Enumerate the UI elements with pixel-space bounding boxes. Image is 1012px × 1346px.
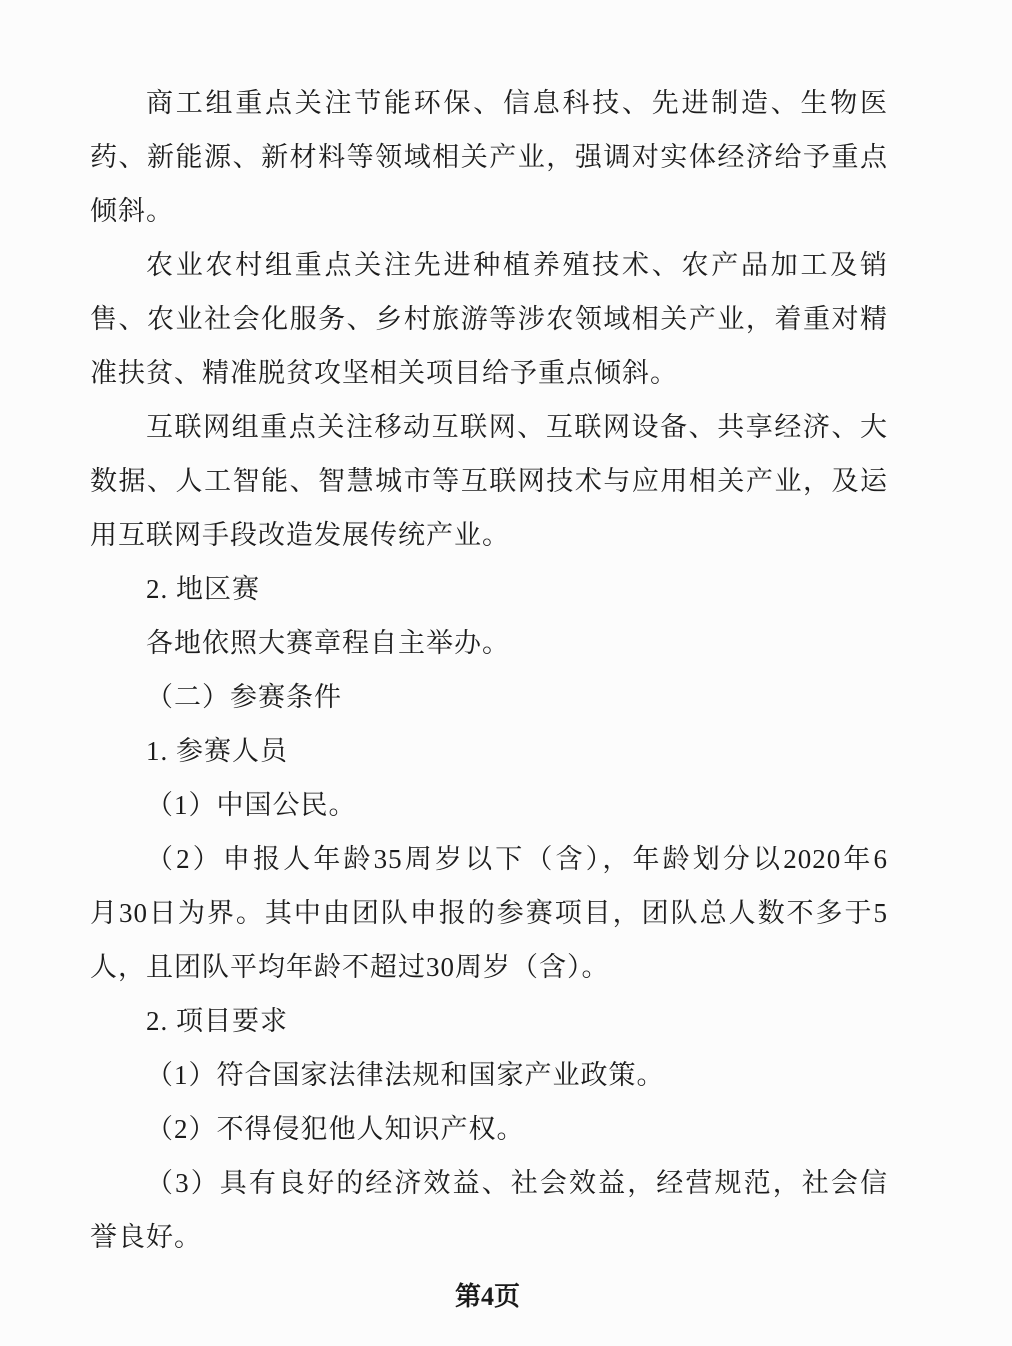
heading-project-requirements	[90, 994, 888, 1048]
item-age-requirement	[90, 832, 888, 994]
paragraph-line: 各地依照大赛章程自主举办。	[146, 628, 510, 658]
page-number: 第4页	[454, 1282, 520, 1311]
paragraph-agriculture-rural-group	[90, 238, 888, 400]
heading-line: 2. 项目要求	[146, 1006, 288, 1036]
paragraph-line: 誉良好。	[90, 1222, 202, 1252]
paragraph-line: 倾斜。	[90, 196, 174, 226]
paragraph-regional-contest	[90, 616, 888, 670]
heading-entry-conditions	[90, 670, 888, 724]
paragraph-line: 互联网组重点关注移动互联网、互联网设备、共享经济、大	[146, 412, 888, 442]
paragraph-line: 准扶贫、精准脱贫攻坚相关项目给予重点倾斜。	[90, 358, 678, 388]
heading-participants	[90, 724, 888, 778]
paragraph-line: 月30日为界。其中由团队申报的参赛项目，团队总人数不多于5	[90, 898, 888, 928]
paragraph-line: 药、新能源、新材料等领域相关产业，强调对实体经济给予重点	[90, 142, 888, 172]
paragraph-line: 用互联网手段改造发展传统产业。	[90, 520, 510, 550]
heading-line: （二）参赛条件	[146, 682, 342, 712]
item-good-reputation	[90, 1156, 888, 1264]
paragraph-internet-group	[90, 400, 888, 562]
paragraph-line: 售、农业社会化服务、乡村旅游等涉农领域相关产业，着重对精	[90, 304, 888, 334]
document-body	[90, 76, 888, 1264]
paragraph-line: （1）符合国家法律法规和国家产业政策。	[146, 1060, 665, 1090]
heading-line: 1. 参赛人员	[146, 736, 288, 766]
item-no-ip-infringement	[90, 1102, 888, 1156]
paragraph-commerce-industry-group	[90, 76, 888, 238]
paragraph-line: 人，且团队平均年龄不超过30周岁（含）。	[90, 952, 610, 982]
paragraph-line: （1）中国公民。	[146, 790, 357, 820]
heading-line: 2. 地区赛	[146, 574, 260, 604]
paragraph-line: 商工组重点关注节能环保、信息科技、先进制造、生物医	[146, 88, 888, 118]
paragraph-line: （2）不得侵犯他人知识产权。	[146, 1114, 525, 1144]
paragraph-line: （2）申报人年龄35周岁以下（含），年龄划分以2020年6	[146, 844, 888, 874]
paragraph-line: 农业农村组重点关注先进种植养殖技术、农产品加工及销	[146, 250, 888, 280]
paragraph-line: （3）具有良好的经济效益、社会效益，经营规范，社会信	[146, 1168, 888, 1198]
item-legal-compliance	[90, 1048, 888, 1102]
heading-regional-contest	[90, 562, 888, 616]
item-chinese-citizen	[90, 778, 888, 832]
paragraph-line: 数据、人工智能、智慧城市等互联网技术与应用相关产业，及运	[90, 466, 888, 496]
